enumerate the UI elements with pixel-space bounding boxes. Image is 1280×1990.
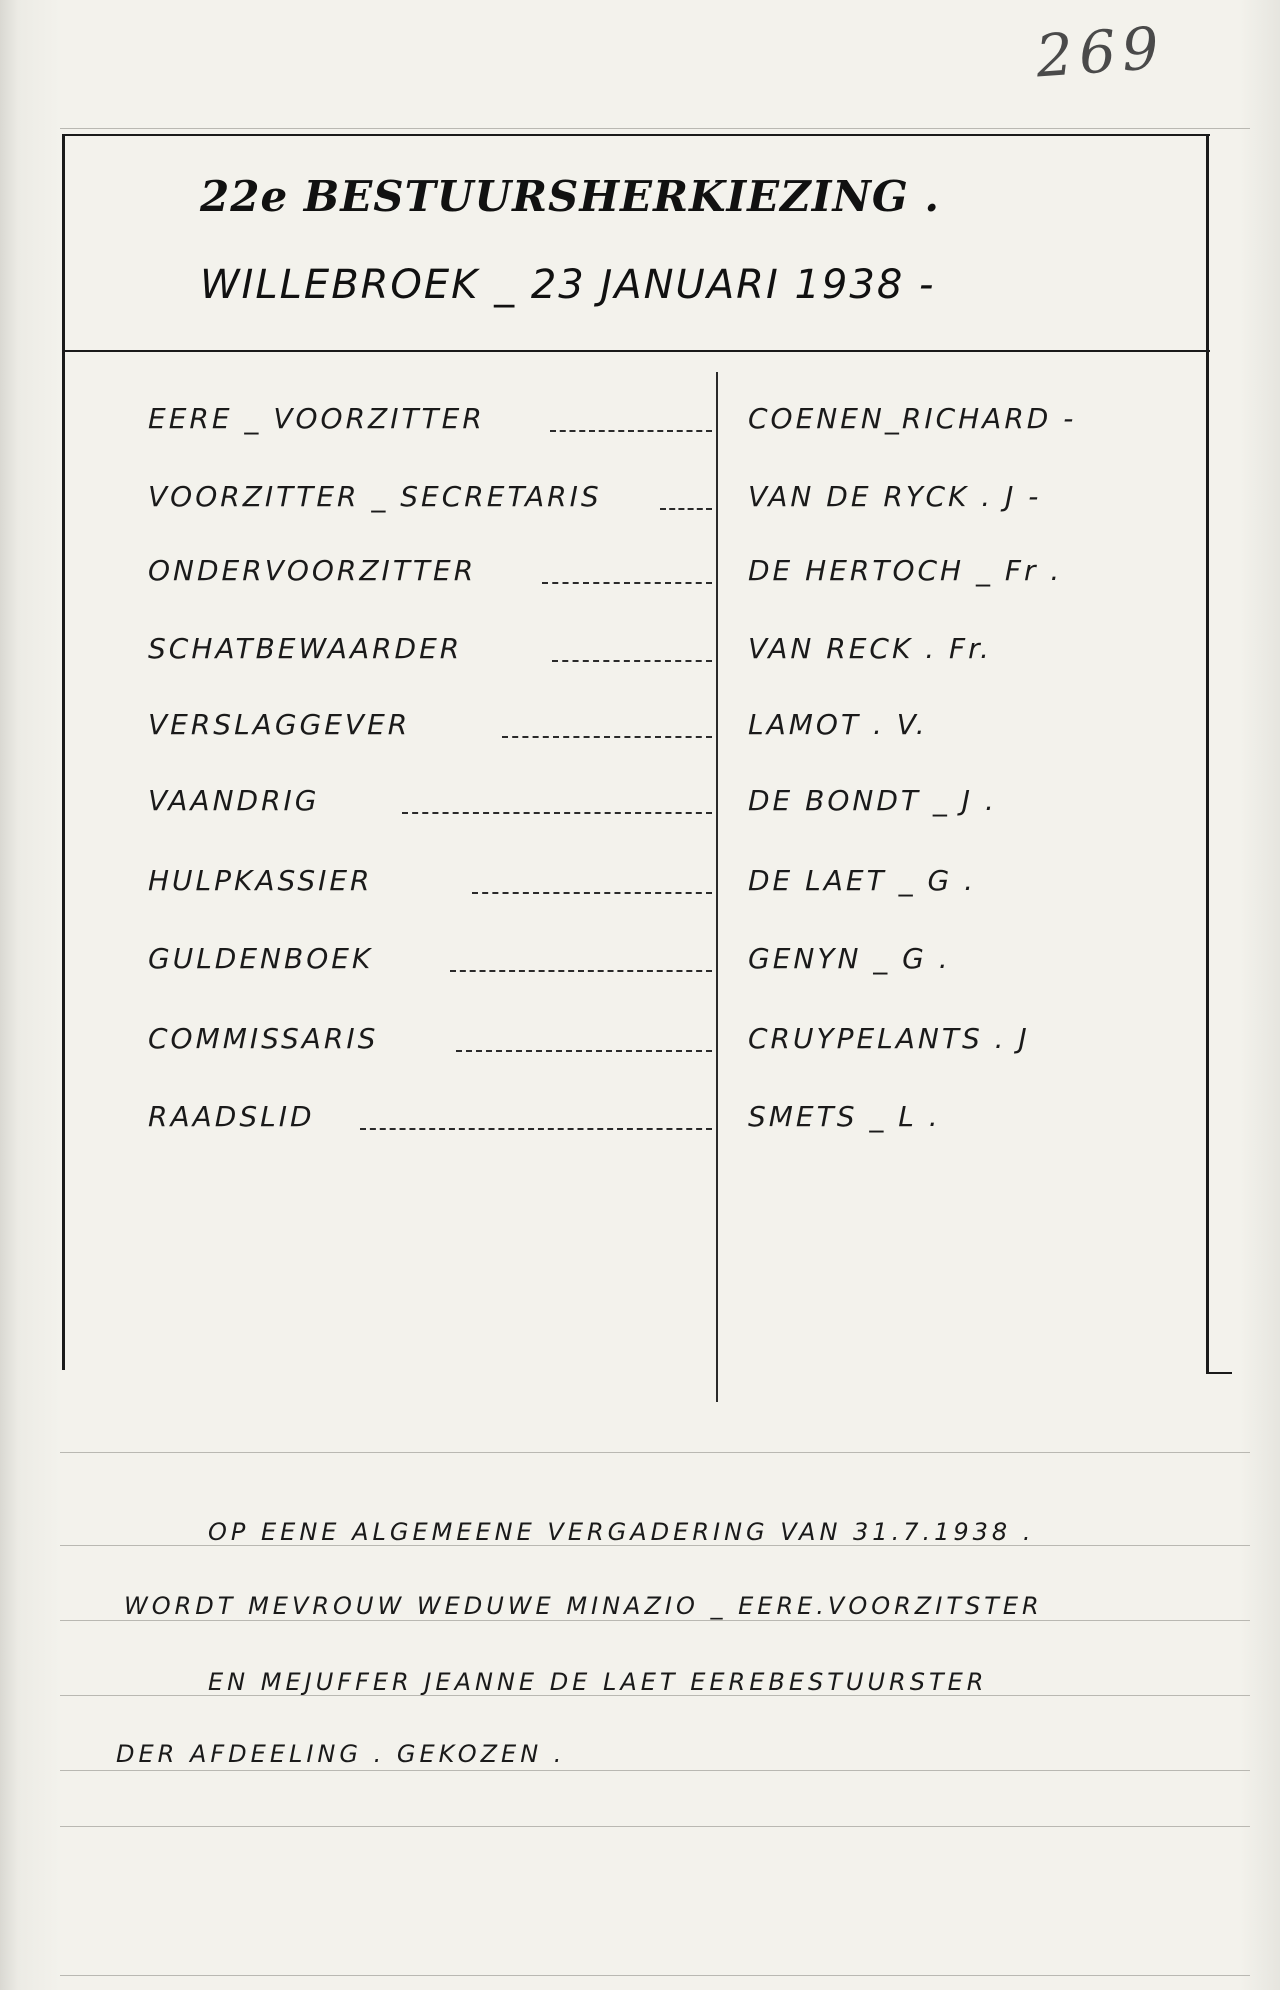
roster-name: SMETS _ L . xyxy=(748,1100,941,1133)
dotted-leader xyxy=(472,892,712,894)
roster-row xyxy=(0,1022,1280,1072)
page-number: 269 xyxy=(1033,13,1167,91)
roster-name: COENEN_RICHARD - xyxy=(748,402,1077,435)
roster-name: CRUYPELANTS . J xyxy=(748,1022,1030,1055)
roster-role: HULPKASSIER xyxy=(148,864,373,897)
dotted-leader xyxy=(360,1128,712,1130)
page-title: 22e BESTUURSHERKIEZING . xyxy=(200,172,940,221)
roster-row xyxy=(0,1100,1280,1150)
roster-name: LAMOT . V. xyxy=(748,708,928,741)
roster-name: GENYN _ G . xyxy=(748,942,951,975)
dotted-leader xyxy=(550,430,712,432)
roster-row xyxy=(0,480,1280,530)
roster-row xyxy=(0,784,1280,834)
roster-role: COMMISSARIS xyxy=(148,1022,379,1055)
roster-row xyxy=(0,632,1280,682)
roster-name: VAN DE RYCK . J - xyxy=(748,480,1042,513)
roster-row xyxy=(0,554,1280,604)
dotted-leader xyxy=(450,970,712,972)
roster-role: EERE _ VOORZITTER xyxy=(148,402,485,435)
roster-role: VERSLAGGEVER xyxy=(148,708,411,741)
note-line-1: OP EENE ALGEMEENE VERGADERING VAN 31.7.1938 . xyxy=(208,1518,1035,1546)
roster-name: DE HERTOCH _ Fr . xyxy=(748,554,1063,587)
dotted-leader xyxy=(402,812,712,814)
roster-row xyxy=(0,864,1280,914)
roster-row xyxy=(0,708,1280,758)
roster-role: RAADSLID xyxy=(148,1100,315,1133)
note-line-2: WORDT MEVROUW WEDUWE MINAZIO _ EERE.VOORZITSTER xyxy=(124,1592,1043,1620)
roster-name: VAN RECK . Fr. xyxy=(748,632,992,665)
dotted-leader xyxy=(552,660,712,662)
roster-row xyxy=(0,942,1280,992)
page-subtitle: WILLEBROEK _ 23 JANUARI 1938 - xyxy=(200,262,936,308)
roster-role: VAANDRIG xyxy=(148,784,320,817)
roster-role: SCHATBEWAARDER xyxy=(148,632,463,665)
dotted-leader xyxy=(456,1050,712,1052)
note-line-4: DER AFDEELING . GEKOZEN . xyxy=(116,1740,566,1768)
dotted-leader xyxy=(660,508,712,510)
roster-role: VOORZITTER _ SECRETARIS xyxy=(148,480,602,513)
roster-name: DE LAET _ G . xyxy=(748,864,976,897)
dotted-leader xyxy=(542,582,712,584)
dotted-leader xyxy=(502,736,712,738)
roster-role: GULDENBOEK xyxy=(148,942,374,975)
roster-name: DE BONDT _ J . xyxy=(748,784,997,817)
roster-role: ONDERVOORZITTER xyxy=(148,554,477,587)
roster-row xyxy=(0,402,1280,452)
note-line-3: EN MEJUFFER JEANNE DE LAET EEREBESTUURSTER xyxy=(208,1668,988,1696)
